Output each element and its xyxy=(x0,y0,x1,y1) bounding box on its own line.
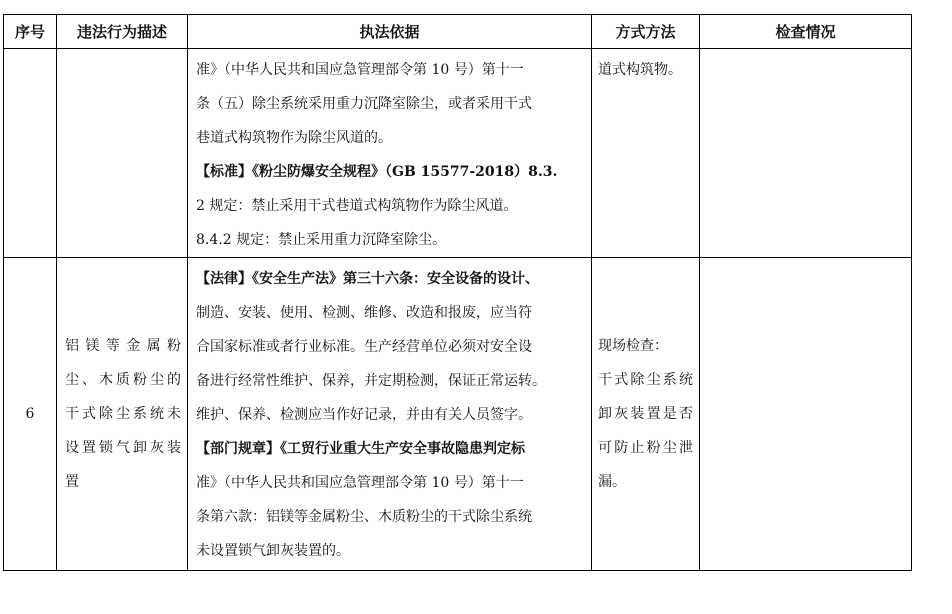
method-line: 卸灰装置是否 xyxy=(598,406,693,422)
table-row xyxy=(4,258,912,571)
method-line: 现场检查： xyxy=(598,338,668,354)
description-line: 铝镁等金属粉 xyxy=(65,338,181,354)
basis-line: 【标准】《粉尘防爆安全规程》（GB 15577-2018）8.3. xyxy=(196,164,558,180)
header-result: 检查情况 xyxy=(700,15,912,49)
header-method: 方式方法 xyxy=(592,15,700,49)
cell-description-empty xyxy=(57,49,188,258)
description-line: 尘、木质粉尘的 xyxy=(65,372,181,388)
description-line: 干式除尘系统未 xyxy=(65,406,181,422)
cell-number: 6 xyxy=(4,258,57,571)
cell-method xyxy=(592,258,700,571)
method-line: 漏。 xyxy=(598,474,626,490)
basis-line: 【部门规章】《工贸行业重大生产安全事故隐患判定标 xyxy=(196,441,525,457)
table-row-continued xyxy=(4,49,912,258)
basis-line: 备进行经常性维护、保养，并定期检测，保证正常运转。 xyxy=(196,373,546,389)
basis-line: 条（五）除尘系统采用重力沉降室除尘，或者采用干式 xyxy=(196,96,532,112)
cell-result-empty xyxy=(700,49,912,258)
header-row xyxy=(4,15,912,49)
cell-basis xyxy=(188,49,592,258)
description-line: 置 xyxy=(65,474,79,490)
basis-line: 2 规定：禁止采用干式巷道式构筑物作为除尘风道。 xyxy=(196,198,518,214)
cell-number-empty xyxy=(4,49,57,258)
basis-line: 准》（中华人民共和国应急管理部令第 10 号）第十一 xyxy=(196,62,524,78)
cell-basis xyxy=(188,258,592,571)
basis-line: 未设置锁气卸灰装置的。 xyxy=(196,543,350,559)
basis-line: 【法律】《安全生产法》第三十六条：安全设备的设计、 xyxy=(196,271,539,287)
basis-line: 准》（中华人民共和国应急管理部令第 10 号）第十一 xyxy=(196,475,524,491)
basis-line: 条第六款：铝镁等金属粉尘、木质粉尘的干式除尘系统 xyxy=(196,509,532,525)
basis-line: 维护、保养、检测应当作好记录，并由有关人员签字。 xyxy=(196,407,532,423)
cell-method xyxy=(592,49,700,258)
basis-line: 8.4.2 规定：禁止采用重力沉降室除尘。 xyxy=(196,232,447,248)
basis-line: 制造、安装、使用、检测、维修、改造和报废，应当符 xyxy=(196,305,532,321)
basis-line: 合国家标准或者行业标准。生产经营单位必须对安全设 xyxy=(196,339,532,355)
header-basis: 执法依据 xyxy=(188,15,592,49)
cell-description xyxy=(57,258,188,571)
hazard-check-table xyxy=(3,14,912,571)
description-line: 设置锁气卸灰装 xyxy=(65,440,181,456)
basis-line: 巷道式构筑物作为除尘风道的。 xyxy=(196,130,392,146)
method-line: 干式除尘系统 xyxy=(598,372,693,388)
header-description: 违法行为描述 xyxy=(57,15,188,49)
header-number: 序号 xyxy=(4,15,57,49)
method-line: 道式构筑物。 xyxy=(598,62,682,78)
cell-result-empty xyxy=(700,258,912,571)
method-line: 可防止粉尘泄 xyxy=(598,440,693,456)
